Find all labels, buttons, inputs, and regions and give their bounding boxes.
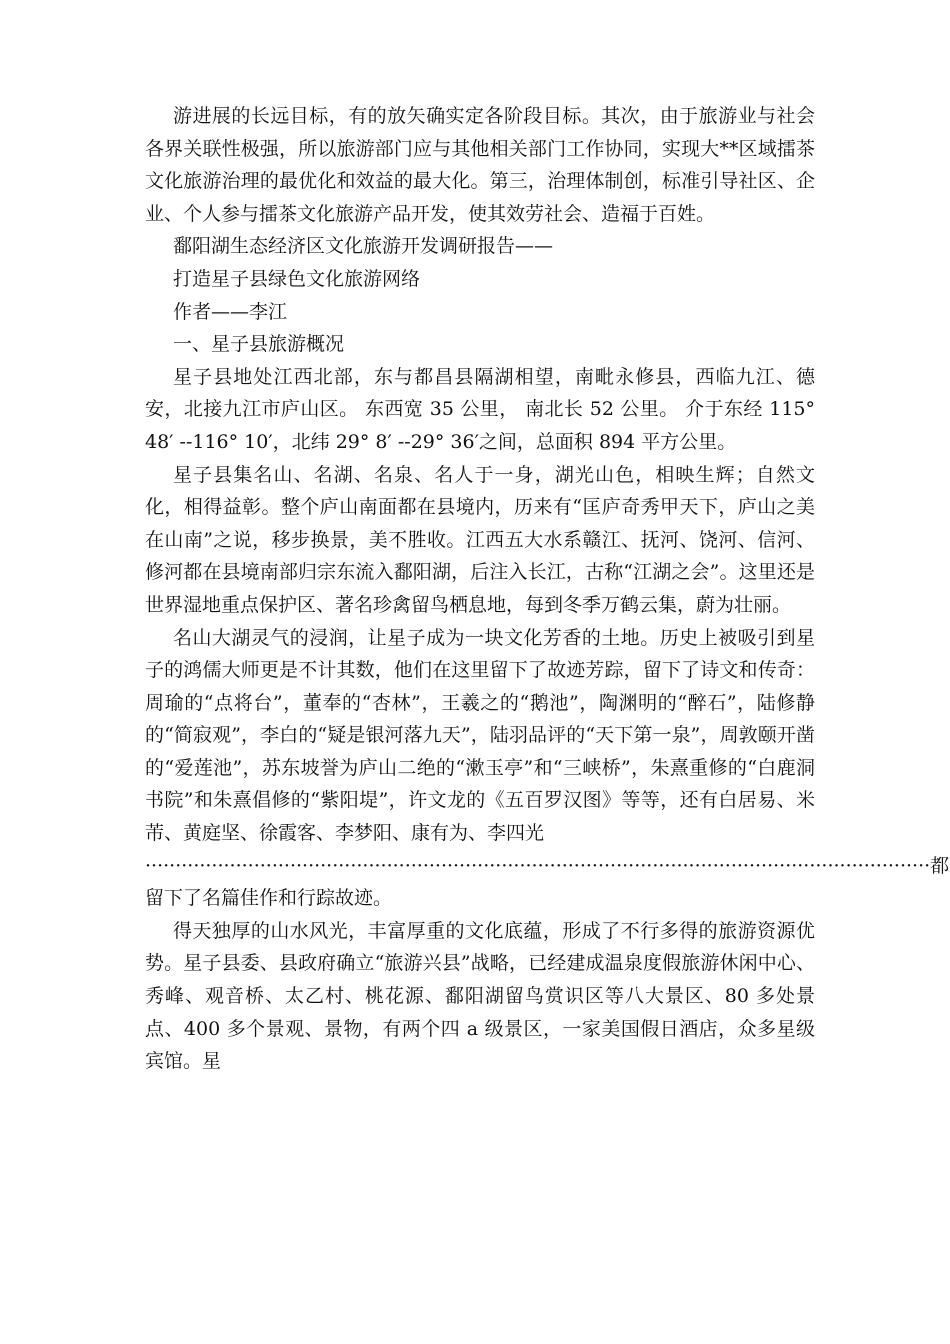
author-line: 作者——李江 <box>173 300 288 323</box>
dot-leader-line <box>145 850 950 883</box>
paragraph-resources: 得天独厚的山水风光，丰富厚重的文化底蕴，形成了不行多得的旅游资源优势。星子县委、县政府确立“旅游兴县”战略，已经建成温泉度假旅游休闲中心、秀峰、观音桥、太乙村、桃花源、鄱阳湖留鸟赏识区等八大景区、80 多处景点、400 多个景观、景物，有两个四 a 级景区，一家美国假日酒店，众多星级宾馆。星 <box>145 919 815 1073</box>
paragraph-culture-end: 留下了名篇佳作和行踪故迹。 <box>145 887 393 910</box>
paragraph-culture: 名山大湖灵气的浸润，让星子成为一块文化芳香的土地。历史上被吸引到星子的鸿儒大师更是不计其数，他们在这里留下了故迹芳踪，留下了诗文和传奇：周瑜的“点将台”，董奉的“杏林”，王羲之的“鹅池”，陶渊明的“醉石”，陆修静的“简寂观”，李白的“疑是银河落九天”，陆羽品评的“天下第一泉”，周敦颐开凿的“爱莲池”，苏东坡誉为庐山二绝的“漱玉亭”和“三峡桥”，朱熹重修的“白鹿洞书院”和朱熹倡修的“紫阳堤”，许文龙的《五百罗汉图》等等，还有白居易、米芾、黄庭坚、徐霞客、李梦阳、康有为、李四光 <box>145 626 815 845</box>
dot-leader: ·································································································································· <box>145 854 931 877</box>
dot-leader-end-text: 都 <box>930 854 950 877</box>
section-heading: 一、星子县旅游概况 <box>173 333 345 356</box>
paragraph-location: 星子县地处江西北部，东与都昌县隔湖相望，南毗永修县，西临九江、德安，北接九江市庐山区。 东西宽 35 公里， 南北长 52 公里。 介于东经 115° 48′ --116° 10′，北纬 29° 8′ --29° 36′之间，总面积 894 平方公里。 <box>145 365 815 453</box>
paragraph-continuation: 游进展的长远目标，有的放矢确实定各阶段目标。其次，由于旅游业与社会各界关联性极强，所以旅游部门应与其他相关部门工作协同，实现大**区域擂茶文化旅游治理的最优化和效益的最大化。第三，治理体制创，标准引导社区、企业、个人参与擂茶文化旅游产品开发，使其效劳社会、造福于百姓。 <box>145 105 815 225</box>
document-page <box>145 100 950 1078</box>
report-title-line-1: 鄱阳湖生态经济区文化旅游开发调研报告—— <box>173 235 554 258</box>
paragraph-scenery: 星子县集名山、名湖、名泉、名人于一身，湖光山色，相映生辉；自然文化，相得益彰。整个庐山南面都在县境内，历来有“匡庐奇秀甲天下，庐山之美在山南”之说，移步换景，美不胜收。江西五大水系赣江、抚河、饶河、信河、修河都在县境南部归宗东流入鄱阳湖，后注入长江，古称“江湖之会”。这里还是世界湿地重点保护区、著名珍禽留鸟栖息地，每到冬季万鹤云集，蔚为壮丽。 <box>145 463 815 616</box>
report-title-line-2: 打造星子县绿色文化旅游网络 <box>173 267 421 290</box>
